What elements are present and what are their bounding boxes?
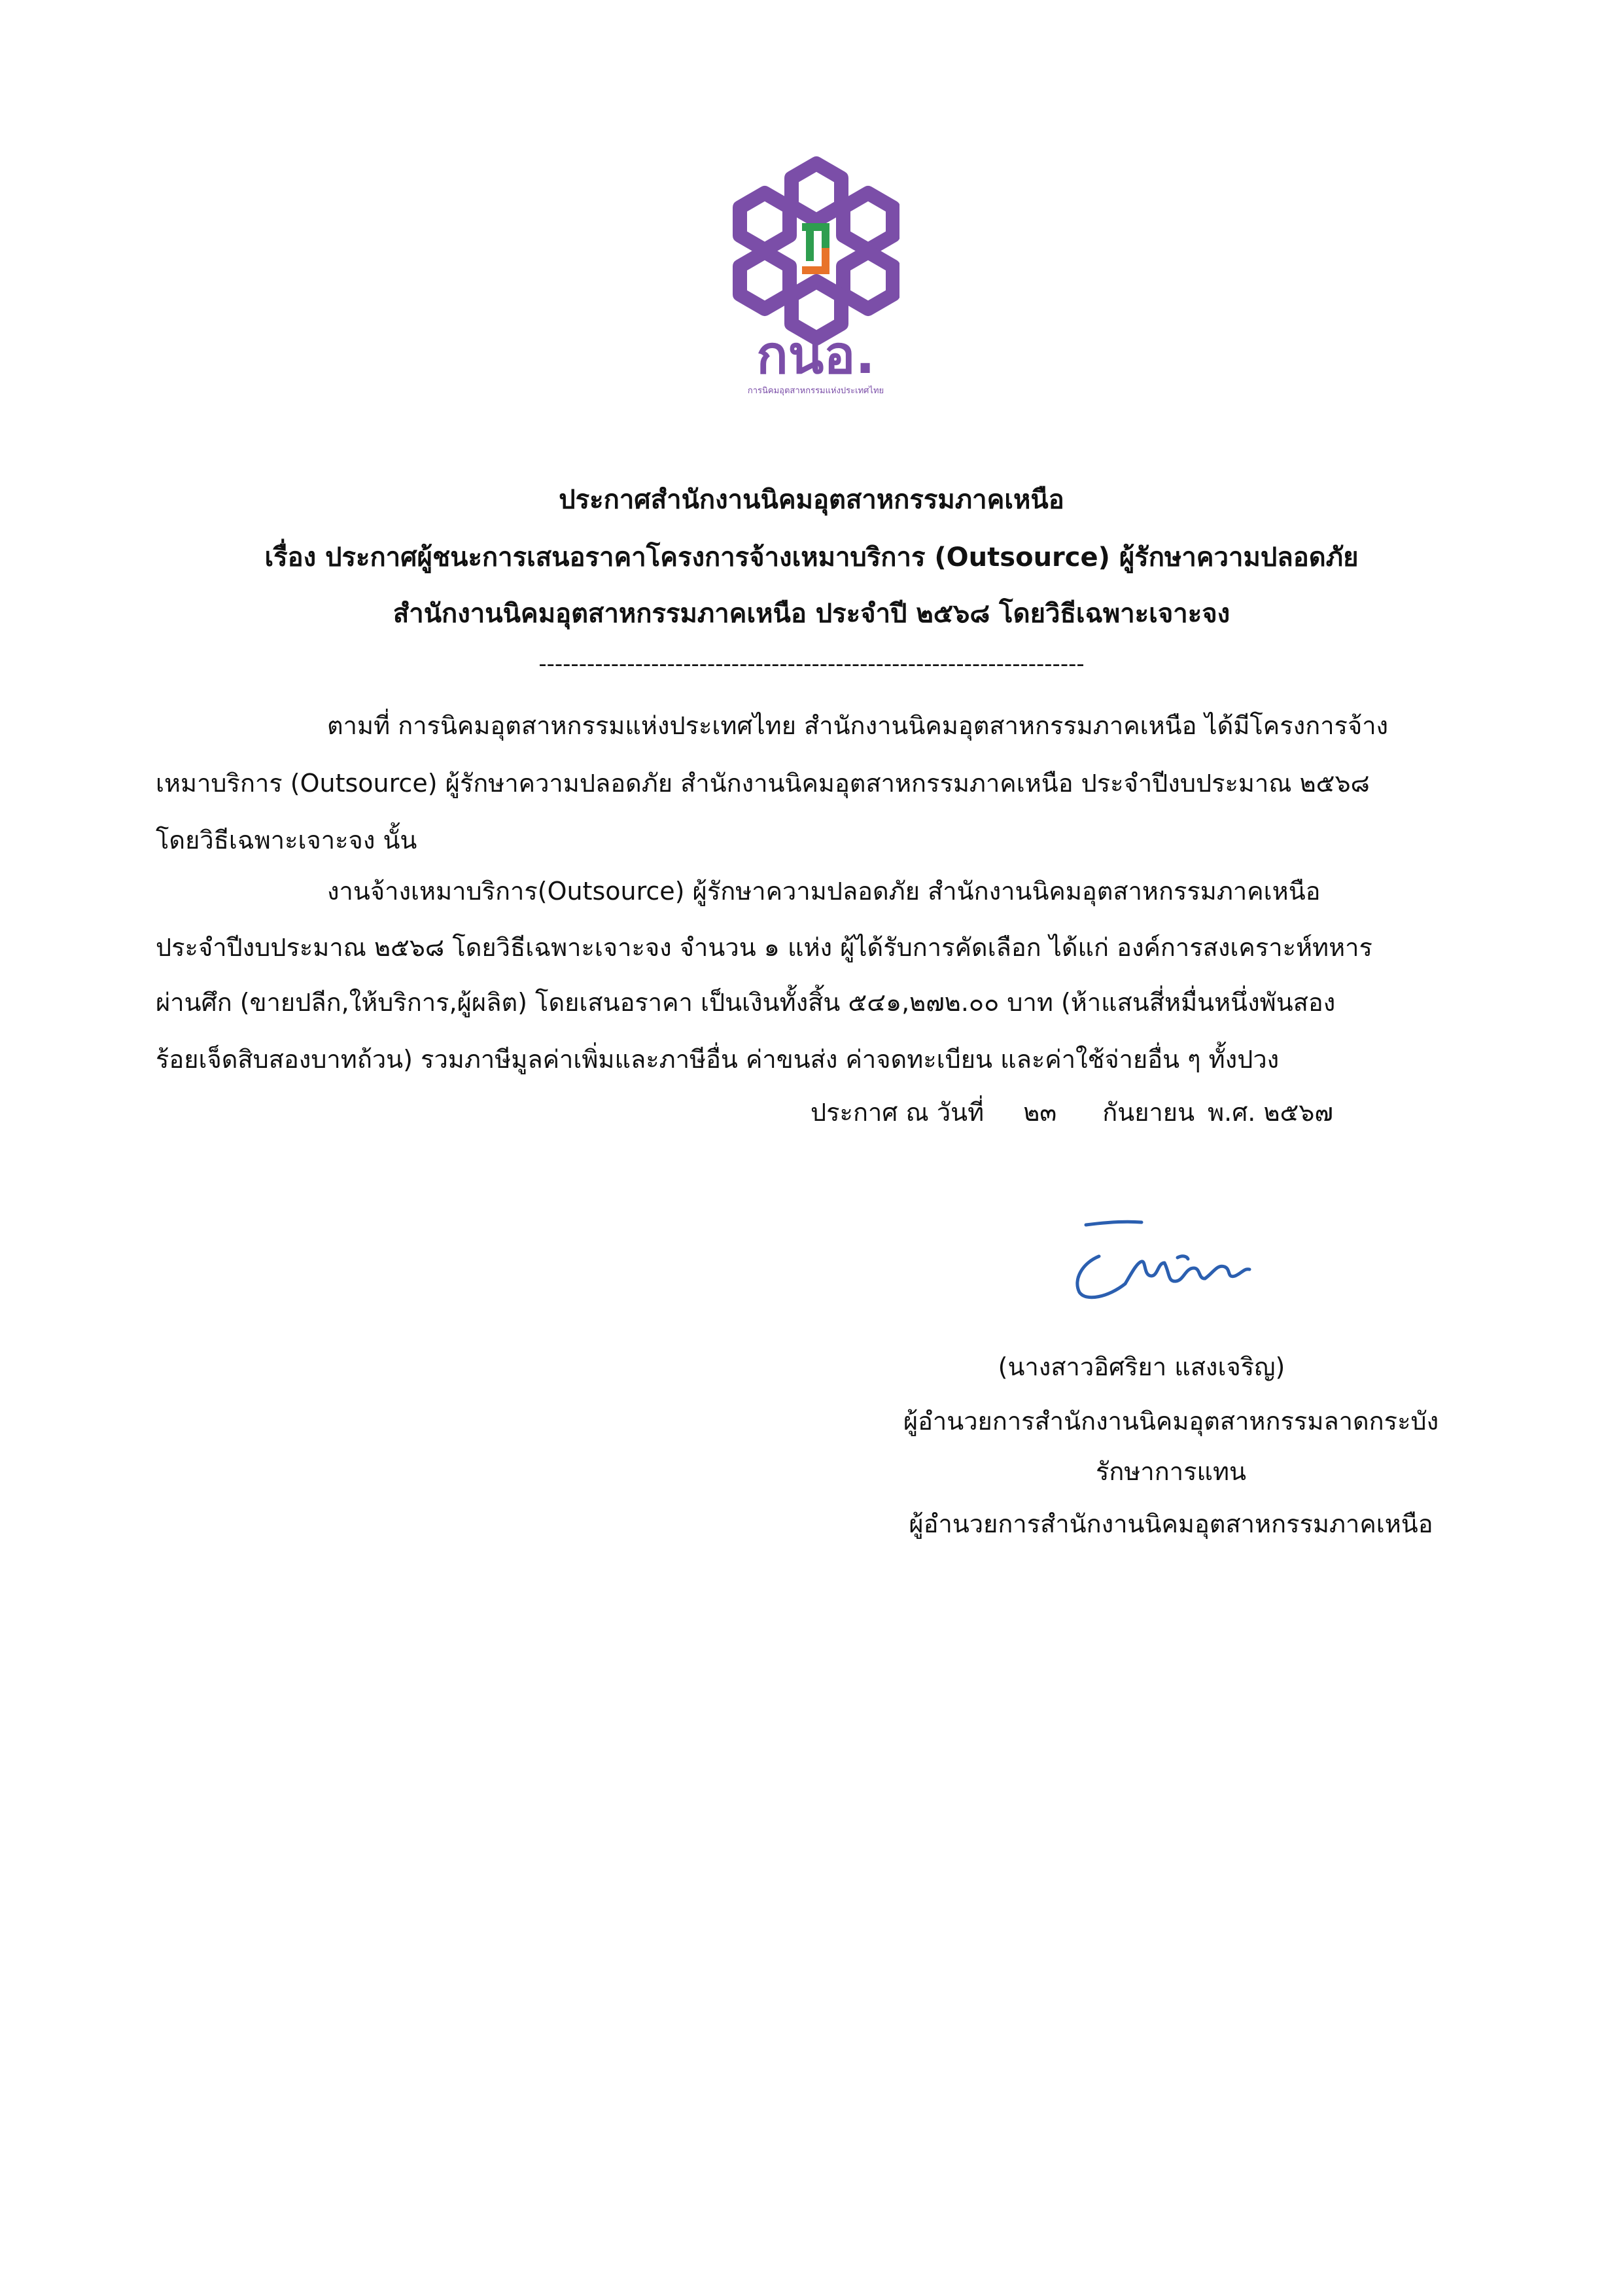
- announcement-date: [811, 1097, 1333, 1128]
- announcement-subject: เรื่อง ประกาศผู้ชนะการเสนอราคาโครงการจ้างเหมาบริการ (Outsource) ผู้รักษาความปลอดภัย: [264, 542, 1359, 573]
- paragraph-1-line-3: โดยวิธีเฉพาะเจาะจง นั้น: [156, 826, 417, 855]
- svg-text:การนิคมอุตสาหกรรมแห่งประเทศไทย: การนิคมอุตสาหกรรมแห่งประเทศไทย: [747, 386, 884, 396]
- date-era: พ.ศ.: [1208, 1098, 1256, 1127]
- announcement-subject-cont: สำนักงานนิคมอุตสาหกรรมภาคเหนือ ประจำปี ๒๕๖๘ โดยวิธีเฉพาะเจาะจง: [393, 599, 1230, 629]
- date-day: ๒๓: [1023, 1098, 1057, 1127]
- announcement-title: ประกาศสำนักงานนิคมอุตสาหกรรมภาคเหนือ: [559, 485, 1064, 515]
- paragraph-1-line-2: เหมาบริการ (Outsource) ผู้รักษาความปลอดภัย สำนักงานนิคมอุตสาหกรรมภาคเหนือ ประจำปีงบประมาณ ๒๕๖๘: [156, 769, 1370, 798]
- date-year: ๒๕๖๗: [1263, 1098, 1333, 1127]
- kno-logo: [733, 154, 899, 402]
- signer-position-2: ผู้อำนวยการสำนักงานนิคมอุตสาหกรรมภาคเหนือ: [909, 1510, 1433, 1538]
- signer-position-1: ผู้อำนวยการสำนักงานนิคมอุตสาหกรรมลาดกระบัง: [903, 1407, 1439, 1436]
- hexagon-emblem-icon: [740, 164, 893, 338]
- handwritten-signature: [1060, 1210, 1276, 1315]
- kno-wordmark: [748, 325, 884, 396]
- paragraph-2-line-4: ร้อยเจ็ดสิบสองบาทถ้วน) รวมภาษีมูลค่าเพิ่มและภาษีอื่น ค่าขนส่ง ค่าจดทะเบียน และค่าใช้จ่ายอื่น ๆ ทั้งปวง: [156, 1045, 1280, 1074]
- date-prefix: ประกาศ ณ วันที่: [811, 1098, 985, 1127]
- separator-line: --------------------------------------------------------------------: [538, 651, 1085, 677]
- paragraph-2-line-1: งานจ้างเหมาบริการ(Outsource) ผู้รักษาความปลอดภัย สำนักงานนิคมอุตสาหกรรมภาคเหนือ: [327, 877, 1321, 906]
- signer-name: (นางสาวอิศริยา แสงเจริญ): [998, 1352, 1285, 1381]
- paragraph-1-line-1: ตามที่ การนิคมอุตสาหกรรมแห่งประเทศไทย สำนักงานนิคมอุตสาหกรรมภาคเหนือ ได้มีโครงการจ้าง: [327, 711, 1389, 740]
- paragraph-2-line-2: ประจำปีงบประมาณ ๒๕๖๘ โดยวิธีเฉพาะเจาะจง จำนวน ๑ แห่ง ผู้ได้รับการคัดเลือก ได้แก่ องค์การสงเคราะห์ทหาร: [156, 933, 1372, 962]
- svg-text:กนอ.: กนอ.: [756, 325, 875, 385]
- date-month: กันยายน: [1102, 1098, 1195, 1127]
- paragraph-2-line-3: ผ่านศึก (ขายปลีก,ให้บริการ,ผู้ผลิต) โดยเสนอราคา เป็นเงินทั้งสิ้น ๕๔๑,๒๗๒.๐๐ บาท (ห้าแสนสี่หมื่นหนึ่งพันสอง: [156, 988, 1336, 1017]
- signer-acting: รักษาการแทน: [1095, 1457, 1247, 1486]
